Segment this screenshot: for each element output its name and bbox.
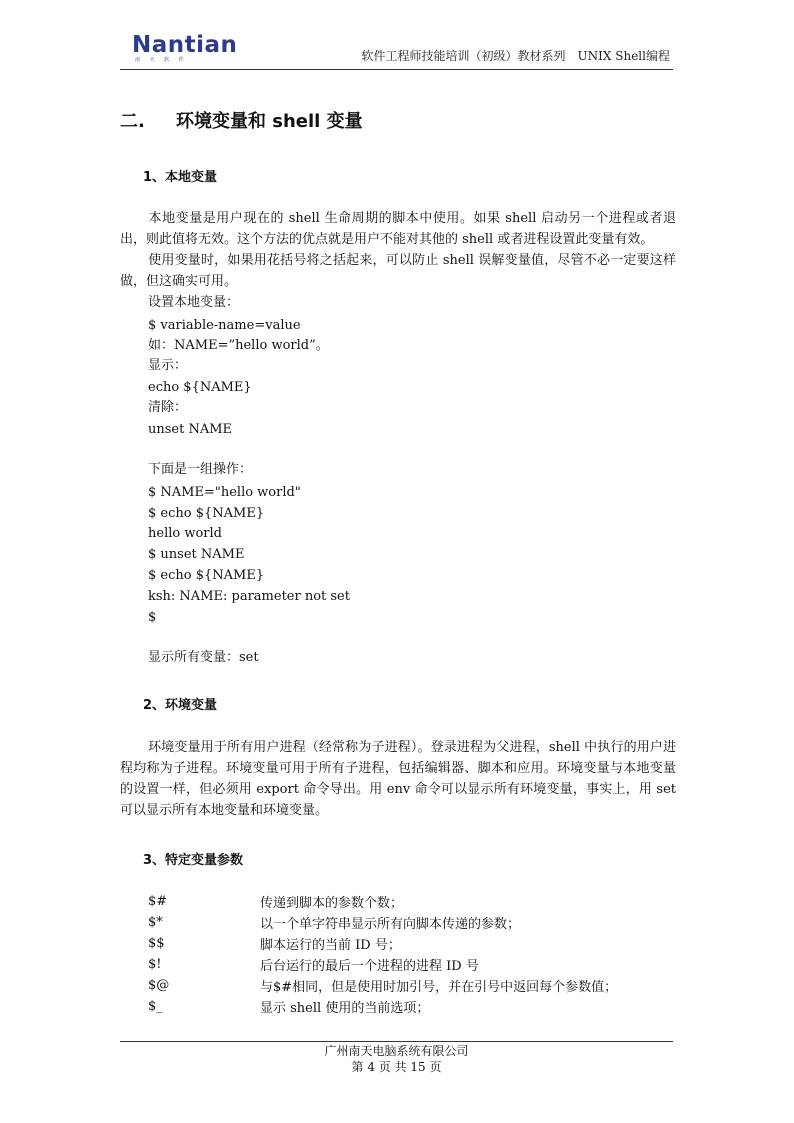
logo-subtext: 南 天 软 件 — [135, 57, 188, 63]
param-description: 后台运行的最后一个进程的进程 ID 号 — [260, 959, 479, 974]
section-1-paragraph-1-text: 本地变量是用户现在的 shell 生命周期的脚本中使用。如果 shell 启动另一个进程或者退出，则此值将无效。这个方法的优点就是用户不能对其他的 shell 或者进程设置此变量有效。 — [120, 211, 676, 247]
section-1-paragraph-1 — [120, 208, 676, 250]
chapter-title — [120, 107, 363, 133]
param-description: 与$#相同，但是使用时加引号，并在引号中返回每个参数值； — [260, 980, 618, 995]
chapter-title-text: 环境变量和 shell 变量 — [176, 111, 363, 132]
param-description: 脚本运行的当前 ID 号； — [260, 938, 401, 953]
code-line: $ echo ${NAME} — [148, 568, 265, 583]
footer-page-number: 第 4 页 共 15 页 — [351, 1060, 442, 1074]
param-name: $# — [148, 894, 168, 909]
section-2-paragraph-text: 环境变量用于所有用户进程（经常称为子进程）。登录进程为父进程，shell 中执行的用户进程均称为子进程。环境变量可用于所有子进程，包括编辑器、脚本和应用。环境变量与本地变量的设置一样，但必须用 export 命令导出。用 env 命令可以显示所有环境变量，事实上，用 set 可以显示所有本地变量和环境变量。 — [120, 740, 676, 818]
text-line: 设置本地变量： — [148, 295, 240, 310]
chapter-number: 二. — [120, 111, 145, 132]
code-line: unset NAME — [148, 422, 233, 437]
param-description: 以一个单字符串显示所有向脚本传递的参数； — [260, 917, 521, 932]
footer-company: 广州南天电脑系统有限公司 — [324, 1044, 469, 1058]
param-description: 显示 shell 使用的当前选项； — [260, 1001, 430, 1016]
header-rule — [120, 69, 673, 70]
section-2-heading: 2、环境变量 — [143, 698, 218, 713]
code-line: $ echo ${NAME} — [148, 506, 265, 521]
text-line: 下面是一组操作： — [148, 462, 253, 477]
section-1-heading: 1、本地变量 — [143, 170, 218, 185]
code-line: ksh: NAME: parameter not set — [148, 589, 350, 604]
param-name: $! — [148, 957, 162, 972]
param-name: $$ — [148, 936, 165, 951]
code-line: echo ${NAME} — [148, 380, 252, 395]
param-description: 传递到脚本的参数个数； — [260, 896, 404, 911]
code-line: $ variable-name=value — [148, 318, 301, 333]
header-title: 软件工程师技能培训（初级）教材系列 UNIX Shell编程 — [361, 49, 670, 63]
code-line: $ NAME="hello world" — [148, 485, 301, 500]
param-name: $@ — [148, 978, 170, 993]
logo-text: Nantian — [132, 32, 238, 58]
text-line: 如：NAME=”hello world”。 — [148, 338, 329, 353]
company-logo — [132, 32, 238, 69]
section-2-paragraph — [120, 737, 676, 821]
param-name: $* — [148, 915, 163, 930]
code-line: $ unset NAME — [148, 547, 245, 562]
section-1-paragraph-2-text: 使用变量时，如果用花括号将之括起来，可以防止 shell 误解变量值，尽管不必一定要这样做，但这确实可用。 — [120, 253, 676, 289]
param-name: $_ — [148, 999, 163, 1014]
text-line: 显示： — [148, 358, 188, 373]
footer-rule — [120, 1041, 673, 1042]
show-all-variables-line: 显示所有变量：set — [148, 650, 259, 665]
section-1-paragraph-2 — [120, 250, 676, 292]
section-3-heading: 3、特定变量参数 — [143, 853, 244, 868]
code-line: $ — [148, 610, 157, 625]
text-line: 清除： — [148, 400, 188, 415]
code-line: hello world — [148, 526, 222, 541]
